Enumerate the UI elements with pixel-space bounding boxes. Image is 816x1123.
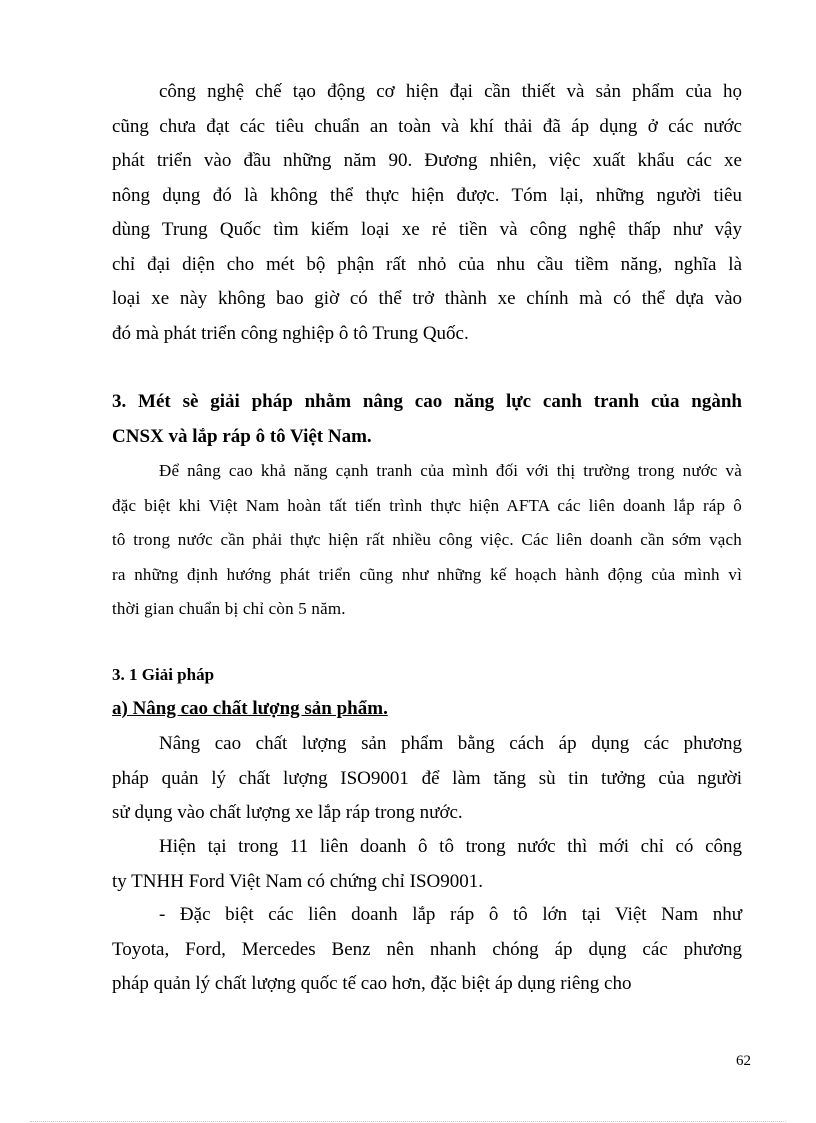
text-line: - Đặc biệt các liên doanh lắp ráp ô tô lớn tại Việt Nam như: [159, 904, 742, 925]
paragraph-iso-status: [112, 830, 742, 899]
subsection-title: 3. 1 Giải pháp: [112, 665, 215, 684]
paragraph-competitiveness: [112, 454, 742, 627]
text-line: loại xe này không bao giờ có thể trở thành xe chính mà có thể dựa vào: [112, 288, 742, 309]
paragraph-intro: [112, 75, 742, 351]
text-line: sử dụng vào chất lượng xe lắp ráp trong nước.: [112, 802, 463, 823]
text-line: chỉ đại diện cho mét bộ phận rất nhỏ của nhu cầu tiềm năng, nghĩa là: [112, 253, 742, 275]
paragraph-quality: [112, 727, 742, 831]
subsection-heading-3-1: [112, 658, 742, 692]
section-heading-3: [112, 385, 742, 454]
text-line: pháp quản lý chất lượng ISO9001 để làm tăng sù tin tưởng của người: [112, 767, 742, 789]
heading-line: 3. Mét sè giải pháp nhằm nâng cao năng lực canh tranh của ngành: [112, 391, 742, 412]
text-line: công nghệ chế tạo động cơ hiện đại cần thiết và sản phẩm của họ: [159, 81, 742, 102]
subsection-title-a: a) Nâng cao chất lượng sản phẩm.: [112, 698, 388, 719]
page-bottom-divider: [30, 1121, 786, 1122]
heading-line: CNSX và lắp ráp ô tô Việt Nam.: [112, 425, 372, 447]
text-line: ty TNHH Ford Việt Nam có chứng chỉ ISO9001.: [112, 870, 484, 892]
text-line: dùng Trung Quốc tìm kiếm loại xe rẻ tiền và công nghệ thấp như vậy: [112, 219, 742, 240]
text-line: Hiện tại trong 11 liên doanh ô tô trong nước thì mới chỉ có công: [159, 836, 742, 857]
text-line: Nâng cao chất lượng sản phẩm bằng cách áp dụng các phương: [159, 733, 742, 754]
text-line: đặc biệt khi Việt Nam hoàn tất tiến trình thực hiện AFTA các liên doanh lắp ráp ô: [112, 495, 742, 515]
text-line: cũng chưa đạt các tiêu chuẩn an toàn và khí thải đã áp dụng ở các nước: [112, 115, 742, 137]
page-number: 62: [736, 1053, 751, 1069]
text-line: thời gian chuẩn bị chỉ còn 5 năm.: [112, 599, 346, 618]
text-line: Để nâng cao khả năng cạnh tranh của mình đối với thị trường trong nước và: [159, 461, 742, 480]
text-line: pháp quản lý chất lượng quốc tế cao hơn, đặc biệt áp dụng riêng cho: [112, 973, 632, 994]
paragraph-recommendation: [112, 898, 742, 1002]
text-line: đó mà phát triển công nghiệp ô tô Trung Quốc.: [112, 322, 469, 344]
text-line: Toyota, Ford, Mercedes Benz nên nhanh chóng áp dụng các phương: [112, 938, 742, 960]
text-line: ra những định hướng phát triển cũng như những kế hoạch hành động của mình vì: [112, 564, 742, 584]
text-line: phát triển vào đầu những năm 90. Đương nhiên, việc xuất khẩu các xe: [112, 150, 742, 171]
text-line: tô trong nước cần phải thực hiện rất nhiều công việc. Các liên doanh cần sớm vạch: [112, 530, 742, 549]
subsection-heading-a: [112, 692, 742, 727]
text-line: nông dụng đó là không thể thực hiện được. Tóm lại, những người tiêu: [112, 184, 742, 206]
